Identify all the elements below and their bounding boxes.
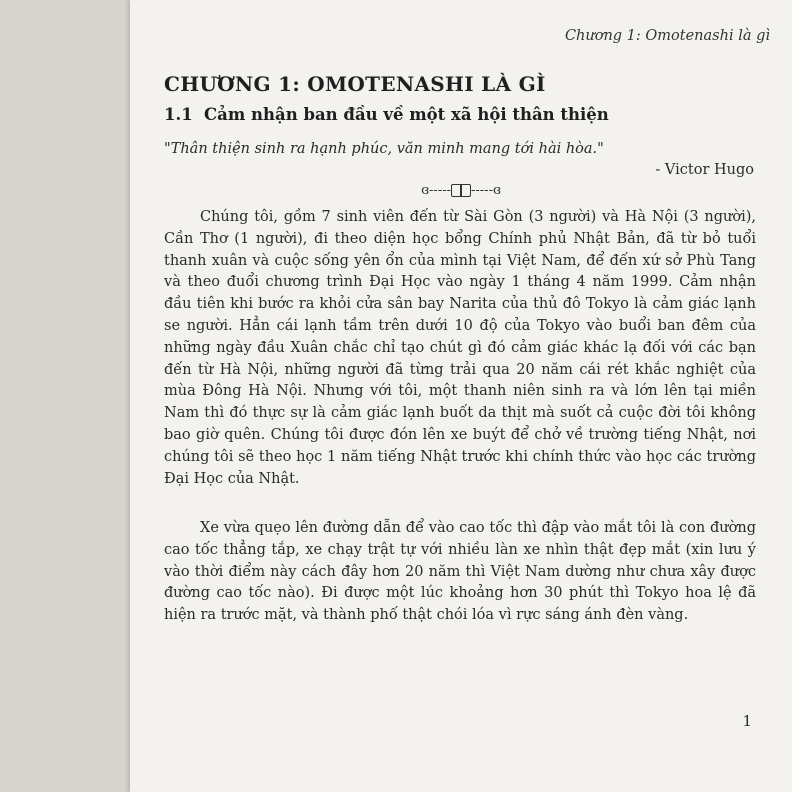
section-heading	[164, 105, 609, 124]
ornament-left: ɞ-----	[421, 183, 451, 198]
chapter-title: CHƯƠNG 1: OMOTENASHI LÀ GÌ	[164, 72, 546, 96]
section-ornament	[130, 183, 792, 198]
page-number: 1	[742, 712, 752, 730]
ornament-right: -----ɞ	[471, 183, 501, 198]
body-paragraph: Chúng tôi, gồm 7 sinh viên đến từ Sài Gòn (3 người) và Hà Nội (3 người), Cần Thơ (1 người), đi theo diện học bổng Chính phủ Nhật Bản, đã từ bỏ tuổi thanh xuân và cuộc sống yên ổn của mình tại Việt Nam, để đến xứ sở Phù Tang và theo đuổi chương trình Đại Học vào ngày 1 tháng 4 năm 1999. Cảm nhận đầu tiên khi bước ra khỏi cửa sân bay Narita của thủ đô Tokyo là cảm giác lạnh se người. Hẳn cái lạnh tầm trên dưới 10 độ của Tokyo vào buổi ban đêm của những ngày đầu Xuân chắc chỉ tạo chút gì đó cảm giác khác lạ đối với các bạn đến từ Hà Nội, những người đã từng trải qua 20 năm cái rét khắc nghiệt của mùa Đông Hà Nội. Nhưng với tôi, một thanh niên sinh ra và lớn lên tại miền Nam thì đó thực sự là cảm giác lạnh buốt da thịt mà suốt cả cuộc đời tôi không bao giờ quên. Chúng tôi được đón lên xe buýt để chở về trường tiếng Nhật, nơi chúng tôi sẽ theo học 1 năm tiếng Nhật trước khi chính thức vào học các trường Đại Học của Nhật.	[164, 209, 756, 487]
body-paragraph: Xe vừa quẹo lên đường dẫn để vào cao tốc thì đập vào mắt tôi là con đường cao tốc thẳng tắp, xe chạy trật tự với nhiều làn xe nhìn thật đẹp mắt (xin lưu ý vào thời điểm này cách đây hơn 20 năm thì Việt Nam dường như chưa xây được đường cao tốc nào). Đi được một lúc khoảng hơn 30 phút thì Tokyo hoa lệ đã hiện ra trước mặt, và thành phố thật chói lóa vì rực sáng ánh đèn vàng.	[164, 520, 756, 624]
epigraph-author: - Victor Hugo	[655, 162, 754, 178]
running-header: Chương 1: Omotenashi là gì	[564, 28, 770, 44]
epigraph-quote: "Thân thiện sinh ra hạnh phúc, văn minh mang tới hài hòa."	[164, 141, 604, 157]
book-icon	[451, 184, 471, 197]
section-title: Cảm nhận ban đầu về một xã hội thân thiện	[204, 105, 609, 124]
book-page	[130, 0, 792, 792]
section-number: 1.1	[164, 105, 193, 124]
